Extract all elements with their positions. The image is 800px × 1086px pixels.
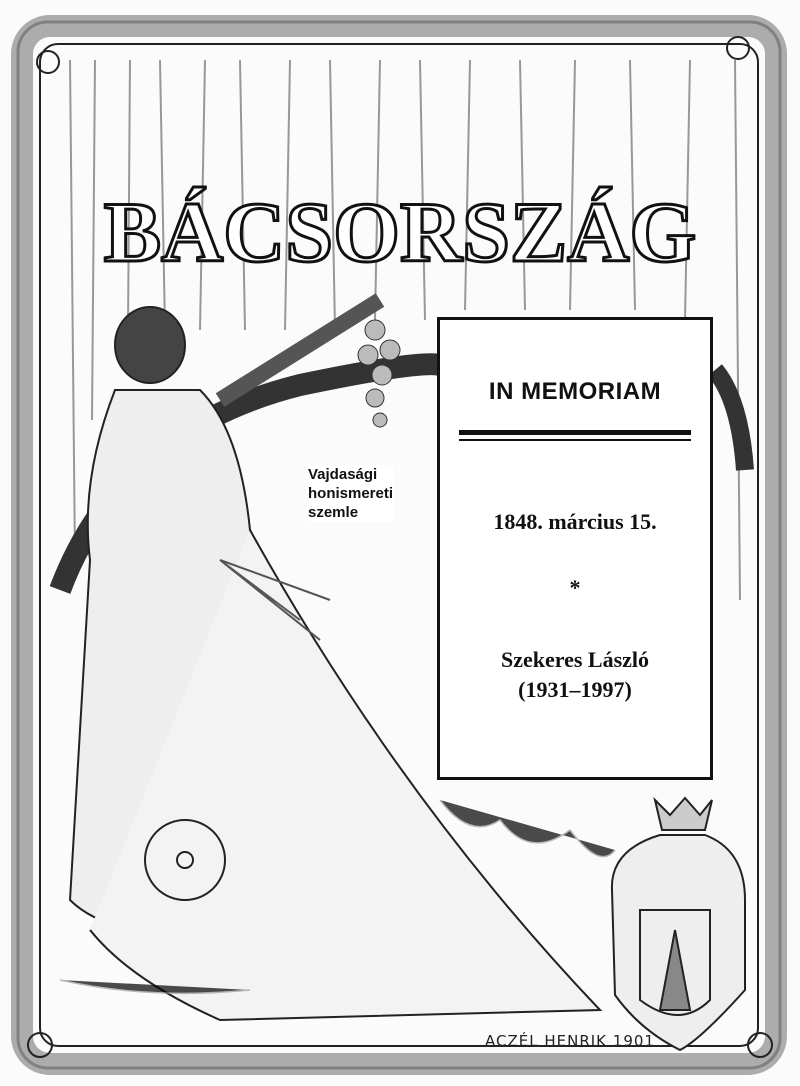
heading-rule-thin <box>459 439 691 441</box>
memorial-name <box>440 645 710 705</box>
magazine-subtitle <box>308 465 393 522</box>
heading-rule-thick <box>459 430 691 435</box>
subtitle-line: szemle <box>308 504 359 521</box>
subtitle-line: Vajdasági <box>308 466 378 483</box>
subtitle-line: honismereti <box>308 485 394 502</box>
artist-signature: ACZÉL HENRIK 1901 <box>485 1032 655 1050</box>
memoriam-box <box>437 317 713 780</box>
asterisk-separator: * <box>569 575 581 600</box>
person-name: Szekeres László <box>500 647 650 672</box>
date-line: 1848. március 15. <box>493 509 657 534</box>
masthead-title: BÁCSORSZÁG <box>103 184 697 280</box>
memoriam-heading: IN MEMORIAM <box>488 378 662 405</box>
life-years: (1931–1997) <box>518 677 632 702</box>
